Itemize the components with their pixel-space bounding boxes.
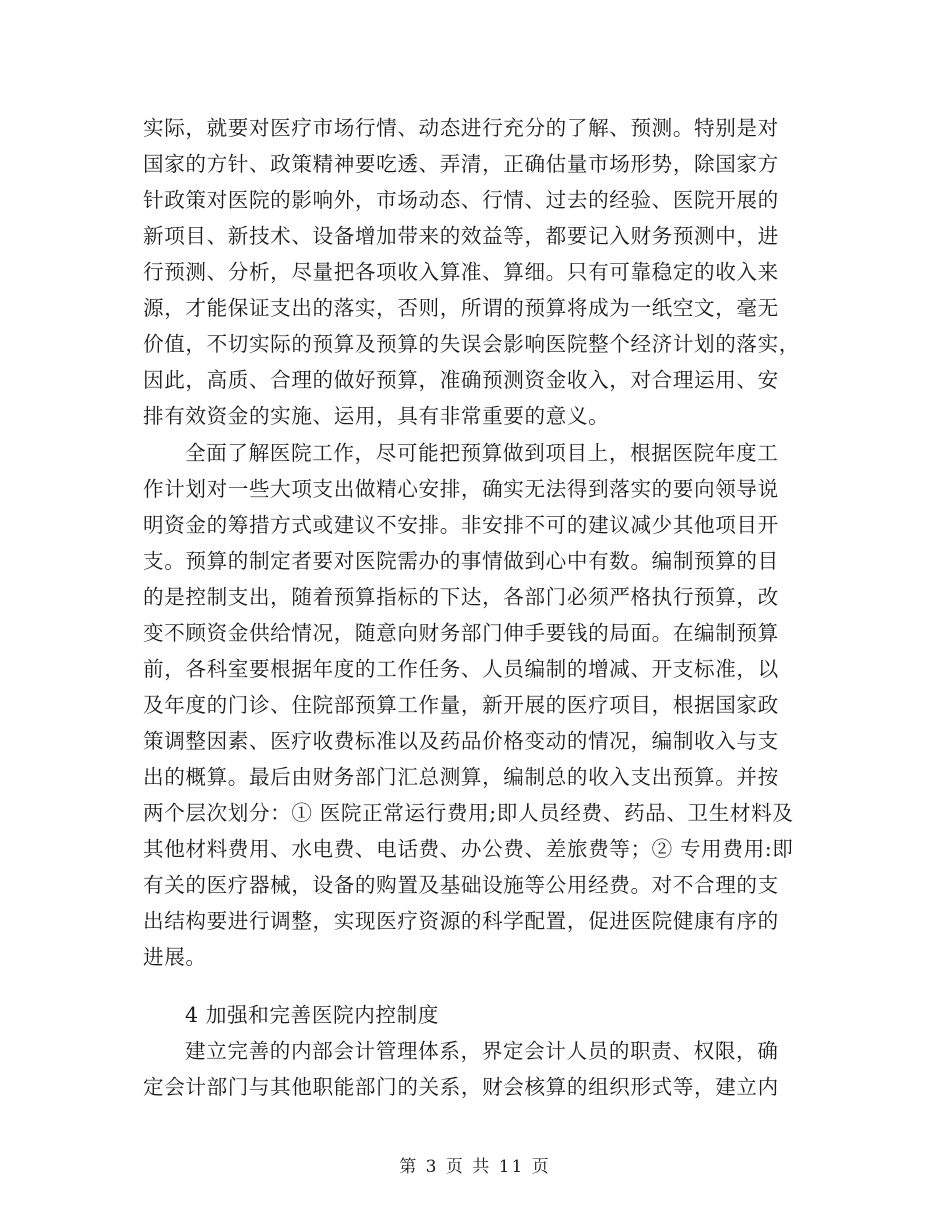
text-line: 前，各科室要根据年度的工作任务、人员编制的增减、开支标准，以: [143, 657, 779, 681]
text-line: 有关的医疗器械，设备的购置及基础设施等公用经费。对不合理的支: [143, 873, 779, 897]
text-line: 的是控制支出，随着预算指标的下达，各部门必须严格执行预算，改: [143, 585, 779, 609]
paragraph-start-line: 建立完善的内部会计管理体系，界定会计人员的职责、权限，确: [185, 1039, 779, 1063]
text-line: 策调整因素、医疗收费标准以及药品价格变动的情况，编制收入与支: [143, 729, 779, 753]
text-line: 价值，不切实际的预算及预算的失误会影响医院整个经济计划的落实，: [143, 332, 801, 356]
section-heading: 4 加强和完善医院内控制度: [185, 1003, 439, 1027]
text-line: 作计划对一些大项支出做精心安排，确实无法得到落实的要向领导说: [143, 477, 779, 501]
text-line: 国家的方针、政策精神要吃透、弄清，正确估量市场形势，除国家方: [143, 152, 779, 176]
text-line: 出的概算。最后由财务部门汇总测算，编制总的收入支出预算。并按: [143, 765, 779, 789]
text-line: 因此，高质、合理的做好预算，准确预测资金收入，对合理运用、安: [143, 368, 779, 392]
text-line: 定会计部门与其他职能部门的关系，财会核算的组织形式等，建立内: [143, 1075, 779, 1099]
text-line: 其他材料费用、水电费、电话费、办公费、差旅费等；② 专用费用:即: [143, 837, 794, 861]
text-line: 出结构要进行调整，实现医疗资源的科学配置，促进医院健康有序的: [143, 909, 779, 933]
text-line: 行预测、分析，尽量把各项收入算准、算细。只有可靠稳定的收入来: [143, 260, 779, 284]
text-line: 变不顾资金供给情况，随意向财务部门伸手要钱的局面。在编制预算: [143, 621, 779, 645]
text-line: 源，才能保证支出的落实，否则，所谓的预算将成为一纸空文，毫无: [143, 296, 779, 320]
text-line: 新项目、新技术、设备增加带来的效益等，都要记入财务预测中，进: [143, 224, 779, 248]
page-footer: 第 3 页 共 11 页: [399, 1157, 551, 1177]
text-line: 及年度的门诊、住院部预算工作量，新开展的医疗项目，根据国家政: [143, 693, 779, 717]
text-line: 进展。: [143, 945, 207, 969]
text-line: 两个层次划分：① 医院正常运行费用;即人员经费、药品、卫生材料及: [143, 801, 794, 825]
text-line: 实际，就要对医疗市场行情、动态进行充分的了解、预测。特别是对: [143, 116, 779, 140]
text-line: 针政策对医院的影响外，市场动态、行情、过去的经验、医院开展的: [143, 188, 779, 212]
text-line: 排有效资金的实施、运用，具有非常重要的意义。: [143, 404, 610, 428]
text-line: 明资金的筹措方式或建议不安排。非安排不可的建议减少其他项目开: [143, 513, 779, 537]
paragraph-start-line: 全面了解医院工作，尽可能把预算做到项目上，根据医院年度工: [185, 441, 779, 465]
text-line: 支。预算的制定者要对医院需办的事情做到心中有数。编制预算的目: [143, 549, 779, 573]
